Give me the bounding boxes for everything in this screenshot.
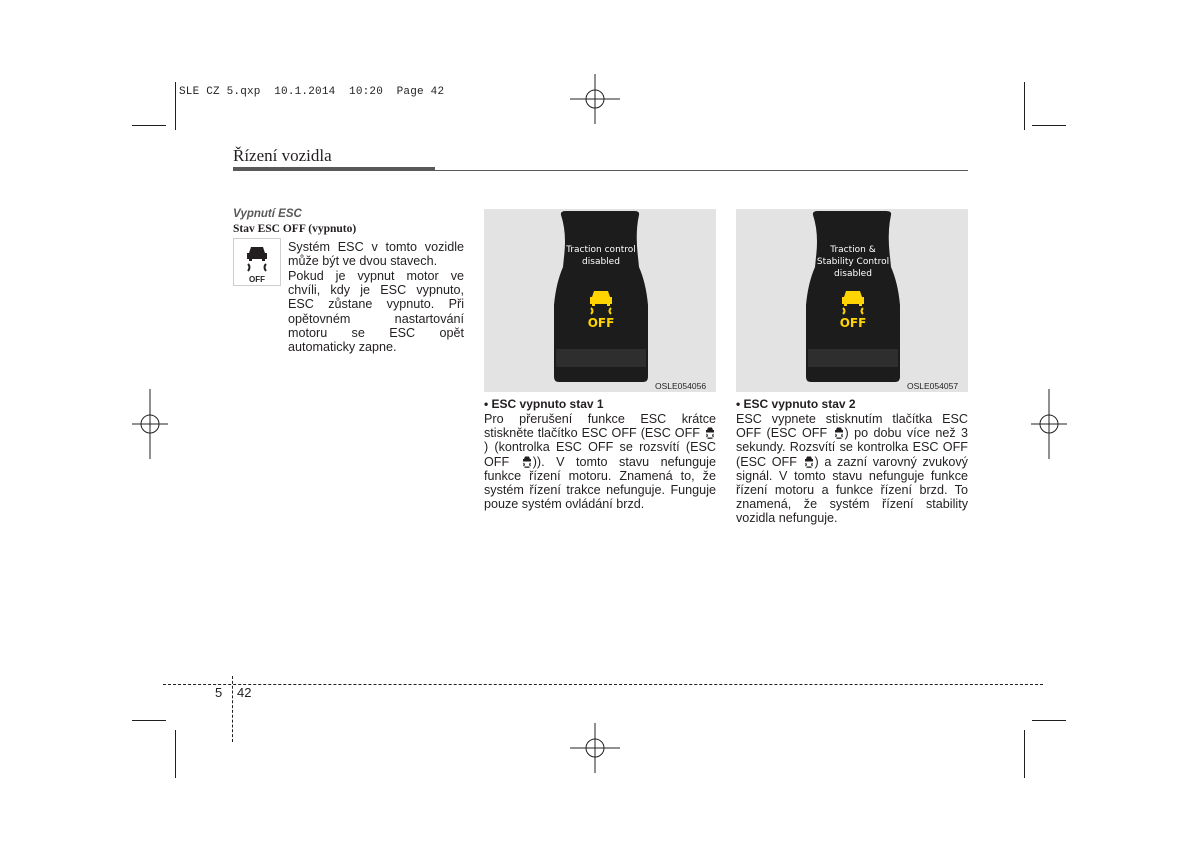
display-text-line-2: Stability Control [816, 257, 890, 267]
state1-text-1: Pro přerušení funkce ESC krátce stiskněte tlačítko ESC OFF (ESC OFF [484, 412, 716, 441]
display-panel-2 [736, 209, 968, 392]
figure-traction-control-disabled [484, 209, 716, 392]
header-rule-thin [435, 170, 968, 171]
icon-off-text: OFF [249, 275, 265, 284]
intro-paragraph-2: Pokud je vypnut motor ve chvíli, kdy je ESC vypnuto, ESC zůstane vypnuto. Při opětovném nastartování motoru se ESC opět automaticky zapne. [288, 269, 464, 355]
footer-dashed-rule [163, 684, 1043, 685]
esc-off-inline-icon [521, 455, 533, 468]
esc-off-icon [234, 239, 280, 285]
registration-mark-bottom [570, 723, 620, 773]
slug-line: SLE CZ 5.qxp 10.1.2014 10:20 Page 42 [179, 86, 445, 98]
page-chapter-number: 5 [215, 685, 223, 700]
display-panel-1 [484, 209, 716, 392]
footer-dashed-divider [232, 676, 233, 742]
display-off-text: OFF [587, 316, 615, 330]
registration-mark-top [570, 74, 620, 124]
section-title: Řízení vozidla [233, 146, 332, 165]
registration-mark-left [125, 389, 175, 459]
page-number: 42 [237, 685, 252, 700]
display-text-line-3: disabled [834, 269, 872, 279]
figure-code-2: OSLE054057 [907, 381, 959, 391]
display-off-text: OFF [839, 316, 867, 330]
intro-paragraph-1: Systém ESC v tomto vozidle může být ve dvou stavech. [288, 240, 464, 269]
state2-title: • ESC vypnuto stav 2 [736, 397, 856, 411]
figure-traction-stability-disabled [736, 209, 968, 392]
state2-text-3: ) a zazní varovný zvukový signál. V tomto stavu nefunguje funkce řízení motoru a funkce řízení brzd. To znamená, že systém řízení stability vozidla nefunguje. [736, 454, 968, 526]
esc-off-inline-icon [803, 455, 815, 468]
state1-text-2: ) (kontrolka ESC OFF se rozsvítí (ESC OFF [484, 440, 716, 469]
state2-text-1: ESC vypnete stisknutím tlačítka ESC OFF (ESC OFF [736, 412, 968, 441]
registration-mark-right [1024, 389, 1074, 459]
state1-title: • ESC vypnuto stav 1 [484, 397, 604, 411]
display-text-line-1: Traction control [566, 245, 636, 255]
state1-body [484, 412, 716, 511]
state2-text-2: ) po dobu více než 3 sekundy. Rozsvítí se kontrolka ESC OFF (ESC OFF [736, 426, 968, 469]
figure-code-1: OSLE054056 [655, 381, 707, 391]
state2-body [736, 412, 968, 526]
display-text-line-1: Traction & [830, 245, 876, 255]
esc-off-inline-icon [833, 426, 845, 439]
subheading-italic: Vypnutí ESC [233, 208, 302, 220]
header-rule-thick [233, 167, 435, 171]
display-text-line-2: disabled [582, 257, 620, 267]
subheading-bold: Stav ESC OFF (vypnuto) [233, 223, 357, 235]
esc-off-inline-icon [704, 426, 716, 439]
state1-text-3: )). V tomto stavu nefunguje funkce řízení motoru. Znamená to, že systém řízení trakce nefunguje. Funguje pouze systém ovládání brzd. [484, 454, 716, 512]
esc-off-icon-box [233, 238, 281, 286]
